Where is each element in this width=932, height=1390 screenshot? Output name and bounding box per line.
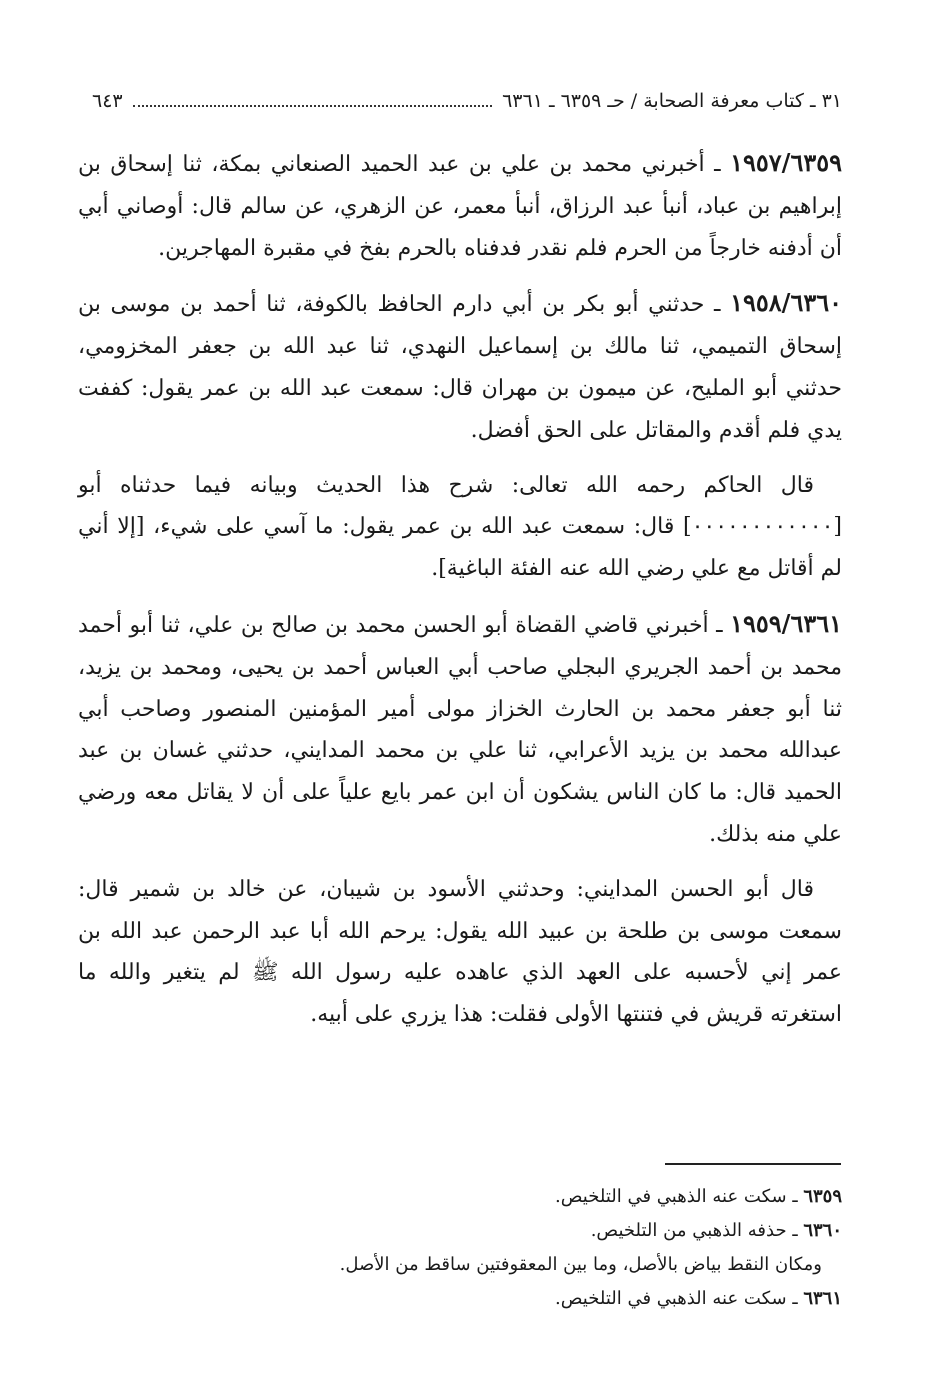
footnote-text: ـ سكت عنه الذهبي في التلخيص. <box>555 1288 804 1309</box>
hadith-text: ـ أخبرني محمد بن علي بن عبد الحميد الصنعاني بمكة، ثنا إسحاق بن إبراهيم بن عباد، أنبأ عبد الرزاق، أنبأ معمر، عن الزهري، عن سالم قال: أوصاني أبي أن أدفنه خارجاً من الحرم فلم نقدر فدفناه بالحرم بفخ في مقبرة المهاجرين. <box>78 152 842 261</box>
footnote-separator <box>665 1163 841 1165</box>
footnote <box>300 1214 842 1248</box>
footnote-number: ٦٣٥٩ <box>803 1186 842 1207</box>
header-title: ٣١ ـ كتاب معرفة الصحابة / حـ ٦٣٥٩ ـ ٦٣٦١ <box>502 90 842 112</box>
footnotes <box>300 1180 842 1316</box>
hadith-paragraph <box>78 142 842 269</box>
footnote-text: ومكان النقط بياض بالأصل، وما بين المعقوفتين ساقط من الأصل. <box>339 1254 822 1275</box>
footnote-number: ٦٣٦٠ <box>803 1220 842 1241</box>
header-dot-leader <box>133 95 492 107</box>
commentary-text: قال الحاكم رحمه الله تعالى: شرح هذا الحديث وبيانه فيما حدثناه أبو [٠٠٠٠٠٠٠٠٠٠٠٠] قال: سمعت عبد الله بن عمر يقول: ما آسي على شيء، [إلا أني لم أقاتل مع علي رضي الله عنه الفئة الباغية]. <box>78 472 842 582</box>
hadith-paragraph <box>78 282 842 451</box>
hadith-number: ١٩٥٧/٦٣٥٩ <box>730 148 842 177</box>
footnote <box>300 1282 842 1316</box>
footnote-continuation <box>300 1248 842 1282</box>
main-text <box>78 142 842 1049</box>
hadith-number: ١٩٥٩/٦٣٦١ <box>730 608 842 638</box>
running-header <box>92 86 842 116</box>
commentary-text: قال أبو الحسن المدايني: وحدثني الأسود بن شيبان، عن خالد بن شمير قال: سمعت موسى بن طلحة بن عبيد الله يقول: يرحم الله أبا عبد الرحمن عبد الله بن عمر إني لأحسبه على العهد الذي عاهده عليه رسول الله ﷺ لم يتغير والله ما استغرته قريش في فتنتها الأولى فقلت: هذا يزري على أبيه. <box>78 876 842 1028</box>
commentary-paragraph <box>78 869 842 1036</box>
page-number: ٦٤٣ <box>92 90 123 112</box>
commentary-paragraph <box>78 465 842 590</box>
hadith-number: ١٩٥٨/٦٣٦٠ <box>730 288 842 318</box>
hadith-text: ـ أخبرني قاضي القضاة أبو الحسن محمد بن صالح بن علي، ثنا أبو أحمد محمد بن أحمد الجريري البجلي صاحب أبي العباس أحمد بن يحيى، ومحمد بن يزيد، ثنا أبو جعفر محمد بن الحارث الخزاز مولى أمير المؤمنين المنصور وصاحب أبي عبدالله محمد بن يزيد الأعرابي، ثنا علي بن محمد المدايني، حدثني غسان بن عبد الحميد قال: ما كان الناس يشكون أن ابن عمر بايع علياً على أن لا يقاتل معه ورضي علي منه بذلك. <box>78 612 842 847</box>
footnote-number: ٦٣٦١ <box>803 1288 842 1309</box>
hadith-text: ـ حدثني أبو بكر بن أبي دارم الحافظ بالكوفة، ثنا أحمد بن موسى بن إسحاق التميمي، ثنا مالك بن إسماعيل النهدي، ثنا عبد الله بن جعفر المخزومي، حدثني أبو المليح، عن ميمون بن مهران قال: سمعت عبد الله بن عمر يقول: كففت يدي فلم أقدم والمقاتل على الحق أفضل. <box>78 292 842 443</box>
footnote <box>300 1180 842 1214</box>
hadith-paragraph <box>78 603 842 856</box>
footnote-text: ـ سكت عنه الذهبي في التلخيص. <box>555 1186 804 1207</box>
footnote-text: ـ حذفه الذهبي من التلخيص. <box>590 1220 804 1241</box>
